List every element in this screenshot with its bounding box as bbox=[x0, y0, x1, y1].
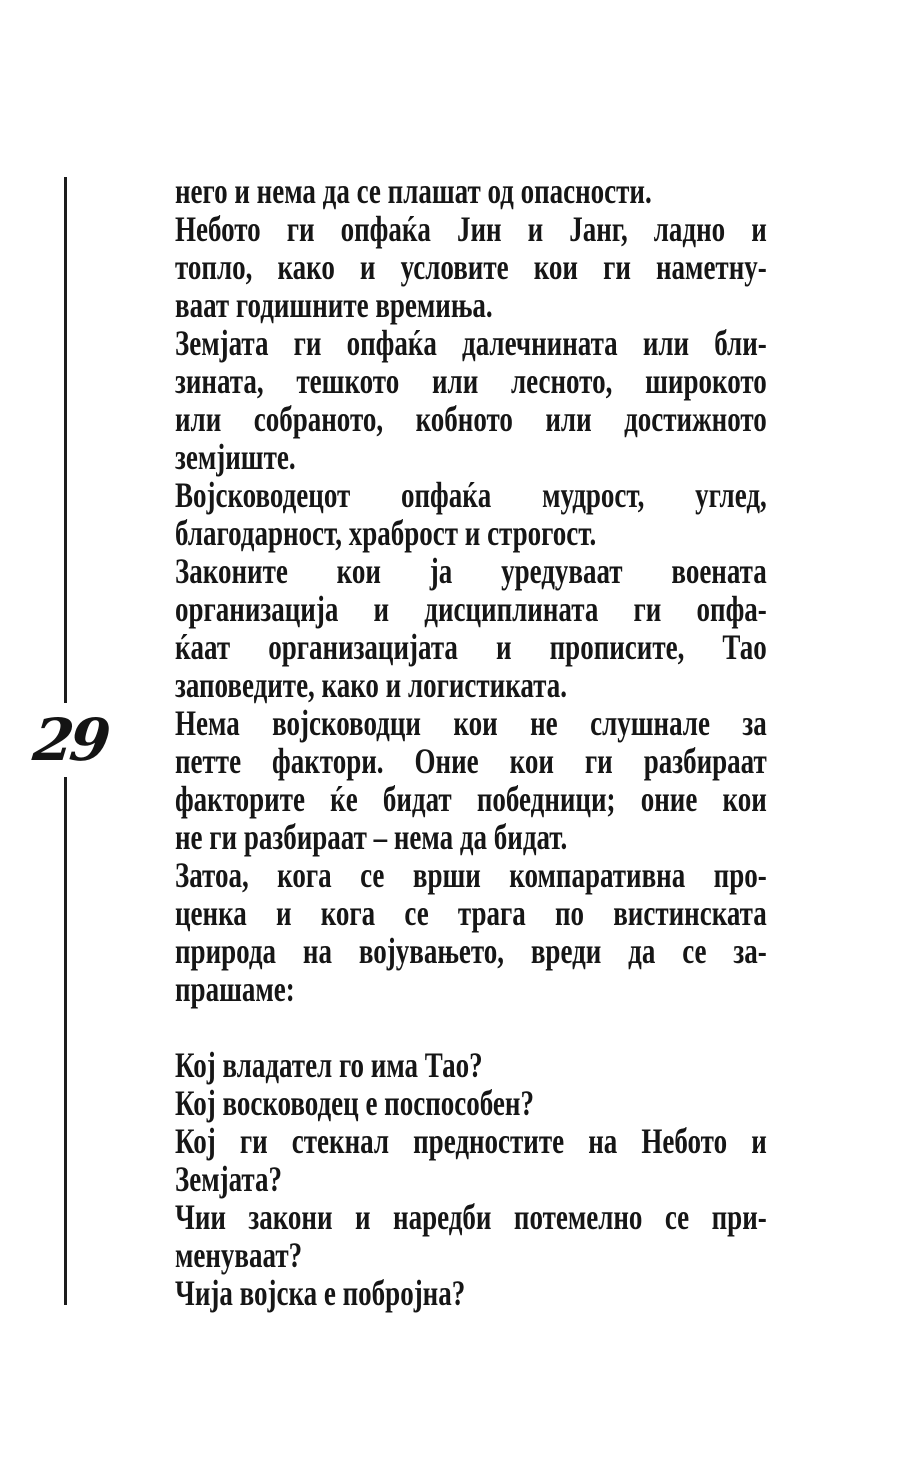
text-line: Нема војсководци кои не слушнале за bbox=[175, 703, 767, 743]
text-line: Земјата? bbox=[175, 1159, 283, 1199]
text-line: Чии закони и наредби потемелно се при- bbox=[175, 1197, 767, 1237]
text-line: ќаат организацијата и прописите, Тао bbox=[175, 627, 767, 667]
text-line: Небото ги опфаќа Јин и Јанг, ладно и bbox=[175, 209, 767, 249]
text-line: Затоа, кога се врши компаративна про- bbox=[175, 855, 767, 895]
text-line: топло, како и условите кои ги наметну- bbox=[175, 247, 767, 287]
text-line: прашаме: bbox=[175, 969, 295, 1009]
text-line: организација и дисциплината ги опфа- bbox=[175, 589, 767, 629]
text-line: менуваат? bbox=[175, 1235, 303, 1275]
text-line: него и нема да се плашат од опасности. bbox=[175, 171, 652, 211]
text-line: Законите кои ја уредуваат воената bbox=[175, 551, 767, 591]
left-margin-rule-bottom bbox=[64, 773, 67, 1305]
blank-line bbox=[175, 1008, 767, 1046]
left-margin-rule-top bbox=[64, 177, 67, 704]
text-line: Земјата ги опфаќа далечнината или бли- bbox=[175, 323, 767, 363]
text-line: зината, тешкото или лесното, широкото bbox=[175, 361, 767, 401]
text-line: природа на војувањето, вреди да се за- bbox=[175, 931, 767, 971]
text-line: Кој восководец е поспособен? bbox=[175, 1083, 534, 1123]
text-line: земјиште. bbox=[175, 437, 296, 477]
text-block bbox=[175, 172, 767, 1312]
text-line: или собраното, кобното или достижното bbox=[175, 399, 767, 439]
text-line: факторите ќе бидат победници; оние кои bbox=[175, 779, 767, 819]
text-line: Кој владател го има Тао? bbox=[175, 1045, 483, 1085]
text-line: благодарност, храброст и строгост. bbox=[175, 513, 597, 553]
page-number-ornament: 29 bbox=[24, 703, 116, 777]
text-line: Кој ги стекнал предностите на Небото и bbox=[175, 1121, 767, 1161]
text-line: Чија војска е побројна? bbox=[175, 1273, 466, 1313]
text-line: Војсководецот опфаќа мудрост, углед, bbox=[175, 475, 767, 515]
text-line: ваат годишните времиња. bbox=[175, 285, 493, 325]
text-line: ценка и кога се трага по вистинската bbox=[175, 893, 767, 933]
text-line: петте фактори. Оние кои ги разбираат bbox=[175, 741, 767, 781]
text-line: не ги разбираат – нема да бидат. bbox=[175, 817, 568, 857]
text-line: заповедите, како и логистиката. bbox=[175, 665, 568, 705]
